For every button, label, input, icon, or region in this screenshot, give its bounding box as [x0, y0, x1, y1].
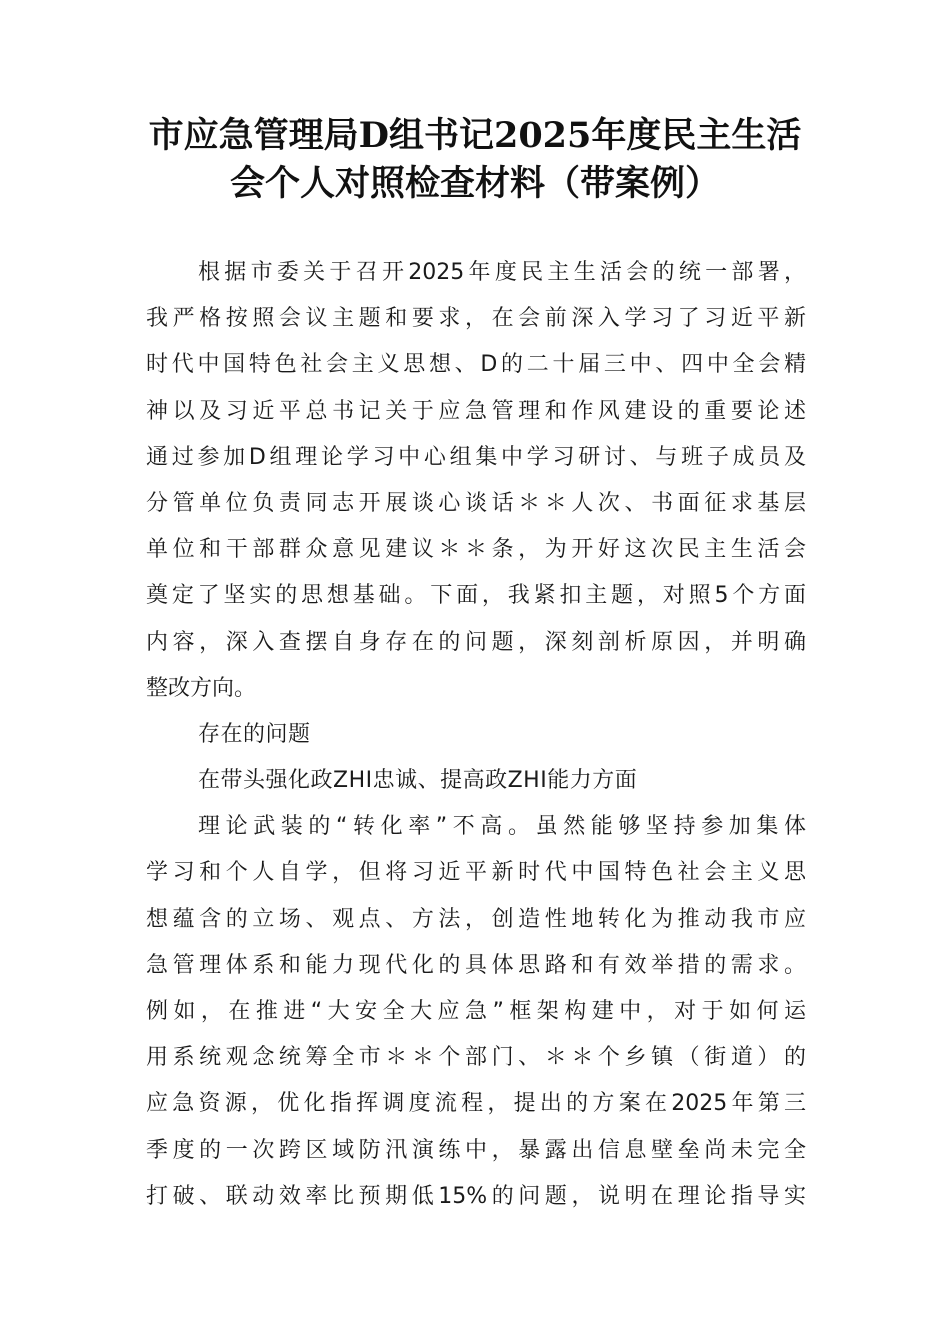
intro-paragraph	[146, 250, 806, 712]
intro-line: 根据市委关于召开2025年度民主生活会的统一部署，	[198, 260, 806, 285]
title-line-2: 会个人对照检查材料（带案例）	[229, 163, 720, 204]
point-line: 应急资源，优化指挥调度流程，提出的方案在2025年第三	[146, 1091, 806, 1117]
section-heading: 存在的问题	[198, 721, 311, 747]
point-line: 急管理体系和能力现代化的具体思路和有效举措的需求。	[146, 952, 806, 978]
point-line: 季度的一次跨区域防汛演练中，暴露出信息壁垒尚未完全	[146, 1137, 806, 1163]
intro-line: 时代中国特色社会主义思想、D的二十届三中、四中全会精	[146, 352, 806, 378]
intro-line: 内容，深入查摆自身存在的问题，深刻剖析原因，并明确	[146, 629, 806, 655]
point-line: 理论武装的“转化率”不高。虽然能够坚持参加集体	[198, 814, 806, 840]
intro-line: 神以及习近平总书记关于应急管理和作风建设的重要论述	[146, 398, 806, 424]
intro-line: 分管单位负责同志开展谈心谈话＊＊人次、书面征求基层	[146, 490, 806, 516]
subsection-heading: 在带头强化政ZHI忠诚、提高政ZHI能力方面	[198, 768, 638, 794]
point-line: 例如，在推进“大安全大应急”框架构建中，对于如何运	[146, 999, 806, 1024]
intro-line: 整改方向。	[146, 675, 257, 701]
intro-line: 奠定了坚实的思想基础。下面，我紧扣主题，对照5个方面	[146, 583, 806, 609]
intro-line: 单位和干部群众意见建议＊＊条，为开好这次民主生活会	[146, 537, 806, 563]
point-line: 打破、联动效率比预期低15%的问题，说明在理论指导实	[146, 1183, 806, 1209]
point-line: 想蕴含的立场、观点、方法，创造性地转化为推动我市应	[146, 906, 806, 932]
document-body	[146, 250, 806, 1220]
point-line: 用系统观念统筹全市＊＊个部门、＊＊个乡镇（街道）的	[146, 1045, 806, 1071]
document-title	[120, 112, 830, 208]
intro-line: 我严格按照会议主题和要求，在会前深入学习了习近平新	[146, 306, 806, 332]
point-line: 学习和个人自学，但将习近平新时代中国特色社会主义思	[146, 860, 806, 886]
intro-line: 通过参加D组理论学习中心组集中学习研讨、与班子成员及	[146, 444, 806, 470]
point-paragraph	[146, 804, 806, 1220]
title-line-1: 市应急管理局D组书记2025年度民主生活	[148, 115, 802, 156]
